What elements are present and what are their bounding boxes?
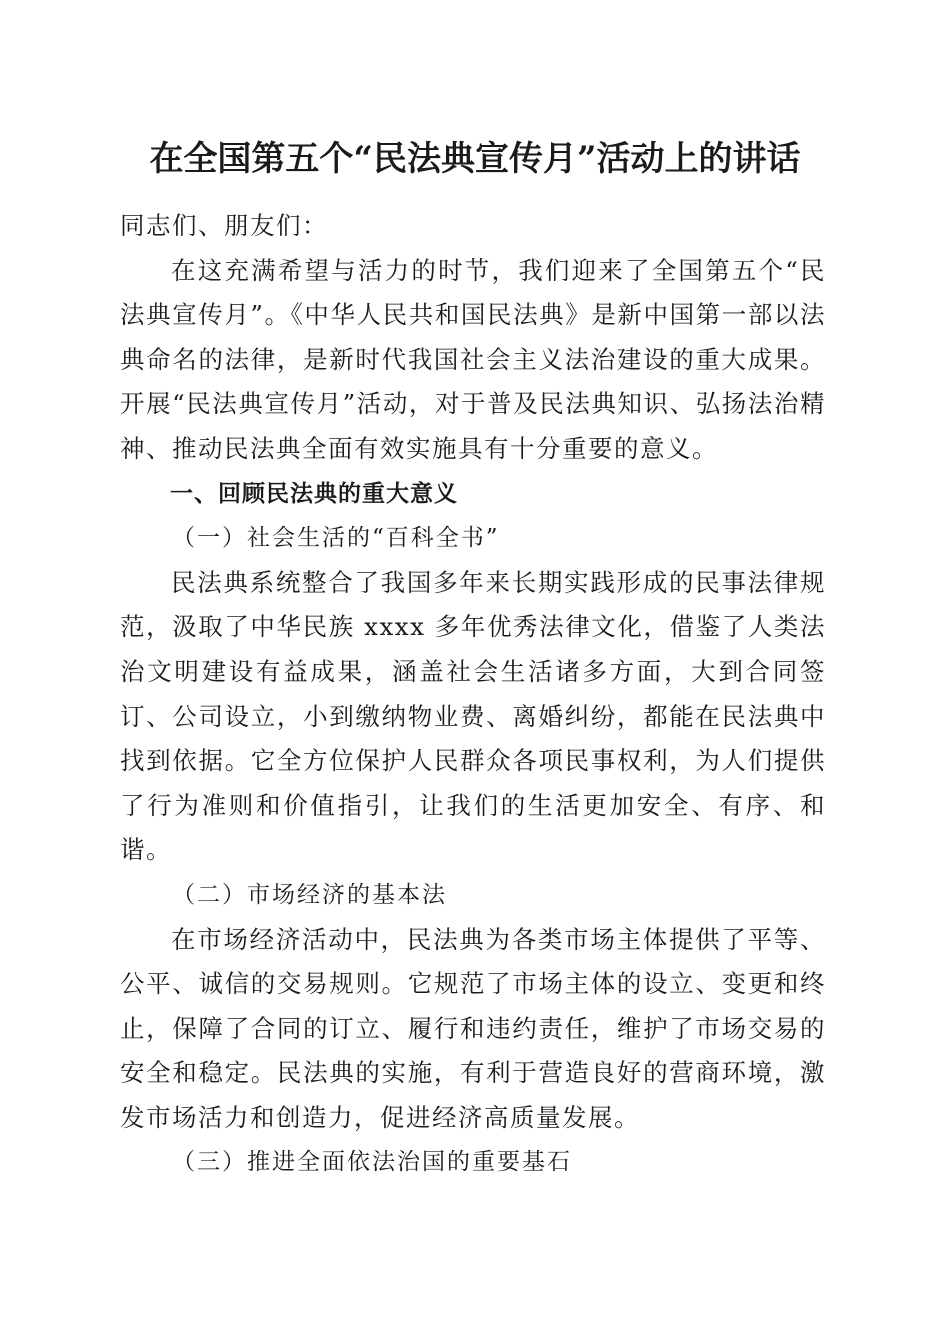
subsection-paragraph-2: 在市场经济活动中，民法典为各类市场主体提供了平等、公平、诚信的交易规则。它规范了市场主体的设立、变更和终止，保障了合同的订立、履行和违约责任，维护了市场交易的安全和稳定。民法典的实施，有利于营造良好的营商环境，激发市场活力和创造力，促进经济高质量发展。	[120, 924, 826, 1132]
document-body	[120, 204, 826, 1185]
intro-paragraph: 在这充满希望与活力的时节，我们迎来了全国第五个“民法典宣传月”。《中华人民共和国民法典》是新中国第一部以法典命名的法律，是新时代我国社会主义法治建设的重大成果。开展“民法典宣传月”活动，对于普及民法典知识、弘扬法治精神、推动民法典全面有效实施具有十分重要的意义。	[120, 255, 826, 463]
subsection-heading-3: （三）推进全面依法治国的重要基石	[172, 1149, 572, 1176]
subsection-paragraph-1: 民法典系统整合了我国多年来长期实践形成的民事法律规范，汲取了中华民族 xxxx 多年优秀法律文化，借鉴了人类法治文明建设有益成果，涵盖社会生活诸多方面，大到合同签订、公司设立，小到缴纳物业费、离婚纠纷，都能在民法典中找到依据。它全方位保护人民群众各项民事权利，为人们提供了行为准则和价值指引，让我们的生活更加安全、有序、和谐。	[120, 567, 826, 865]
greeting: 同志们、朋友们：	[120, 211, 328, 240]
subsection-heading-2: （二）市场经济的基本法	[172, 881, 447, 908]
document-title: 在全国第五个“民法典宣传月”活动上的讲话	[149, 139, 801, 179]
subsection-heading-1: （一）社会生活的“百科全书”	[172, 525, 500, 552]
section-heading-1: 一、回顾民法典的重大意义	[170, 480, 458, 507]
